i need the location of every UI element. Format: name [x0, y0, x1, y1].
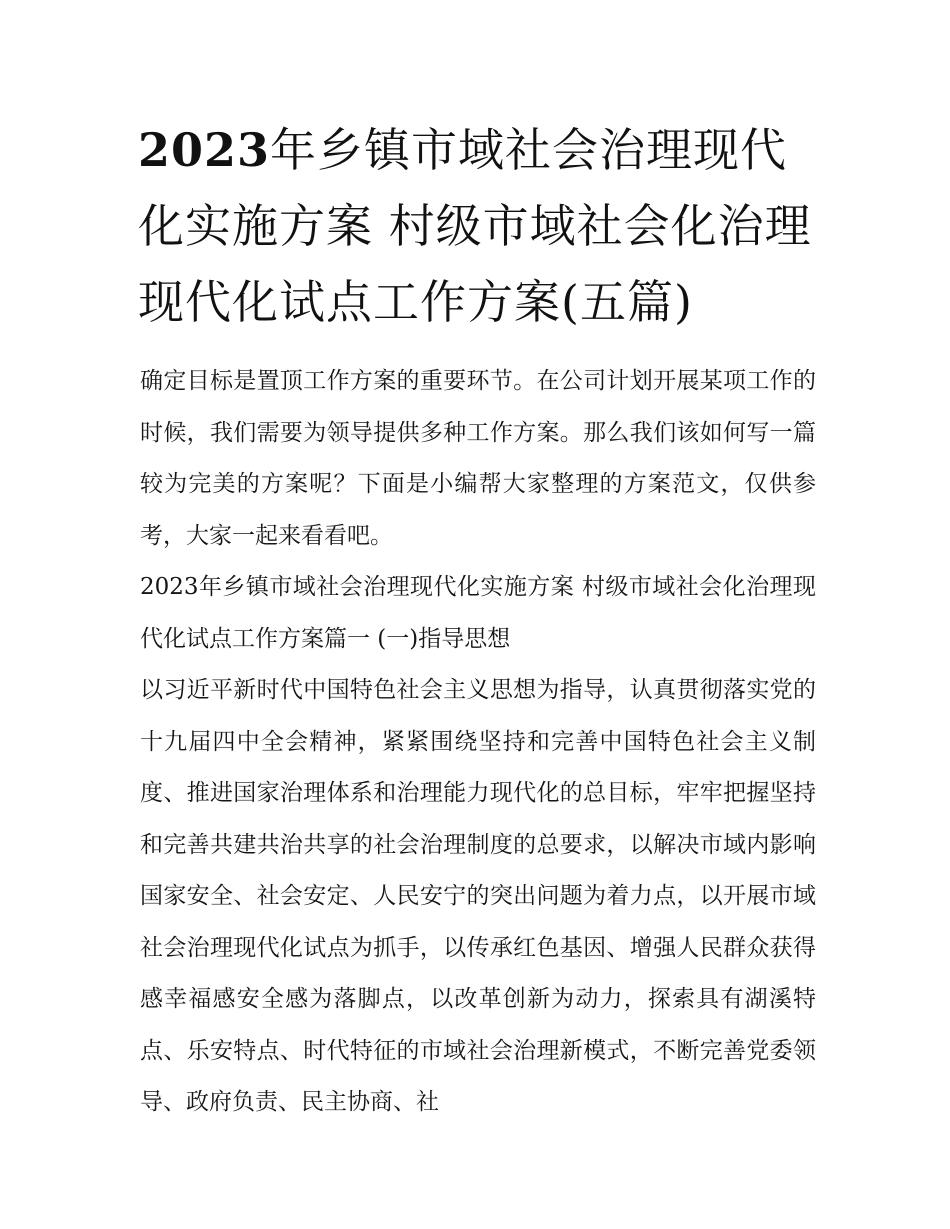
document-title — [138, 112, 818, 340]
title-year: 2023 — [138, 123, 271, 177]
title-text: 年乡镇市域社会治理现代化实施方案 村级市域社会化治理现代化试点工作方案(五篇) — [138, 123, 812, 329]
document-body — [140, 356, 816, 1129]
body-paragraph: 以习近平新时代中国特色社会主义思想为指导，认真贯彻落实党的十九届四中全会精神，紧紧围绕坚持和完善中国特色社会主义制度、推进国家治理体系和治理能力现代化的总目标，牢牢把握坚持和完善共建共治共享的社会治理制度的总要求，以解决市域内影响国家安全、社会安定、人民安宁的突出问题为着力点，以开展市域社会治理现代化试点为抓手，以传承红色基因、增强人民群众获得感幸福感安全感为落脚点，以改革创新为动力，探索具有湖溪特点、乐安特点、时代特征的市域社会治理新模式，不断完善党委领导、政府负责、民主协商、社 — [140, 677, 816, 1115]
intro-paragraph: 确定目标是置顶工作方案的重要环节。在公司计划开展某项工作的时候，我们需要为领导提供多种工作方案。那么我们该如何写一篇较为完美的方案呢？下面是小编帮大家整理的方案范文，仅供参考，大家一起来看看吧。 — [140, 368, 816, 549]
section-subheading: 2023年乡镇市域社会治理现代化实施方案 村级市域社会化治理现代化试点工作方案篇一 (一)指导思想 — [140, 574, 816, 652]
